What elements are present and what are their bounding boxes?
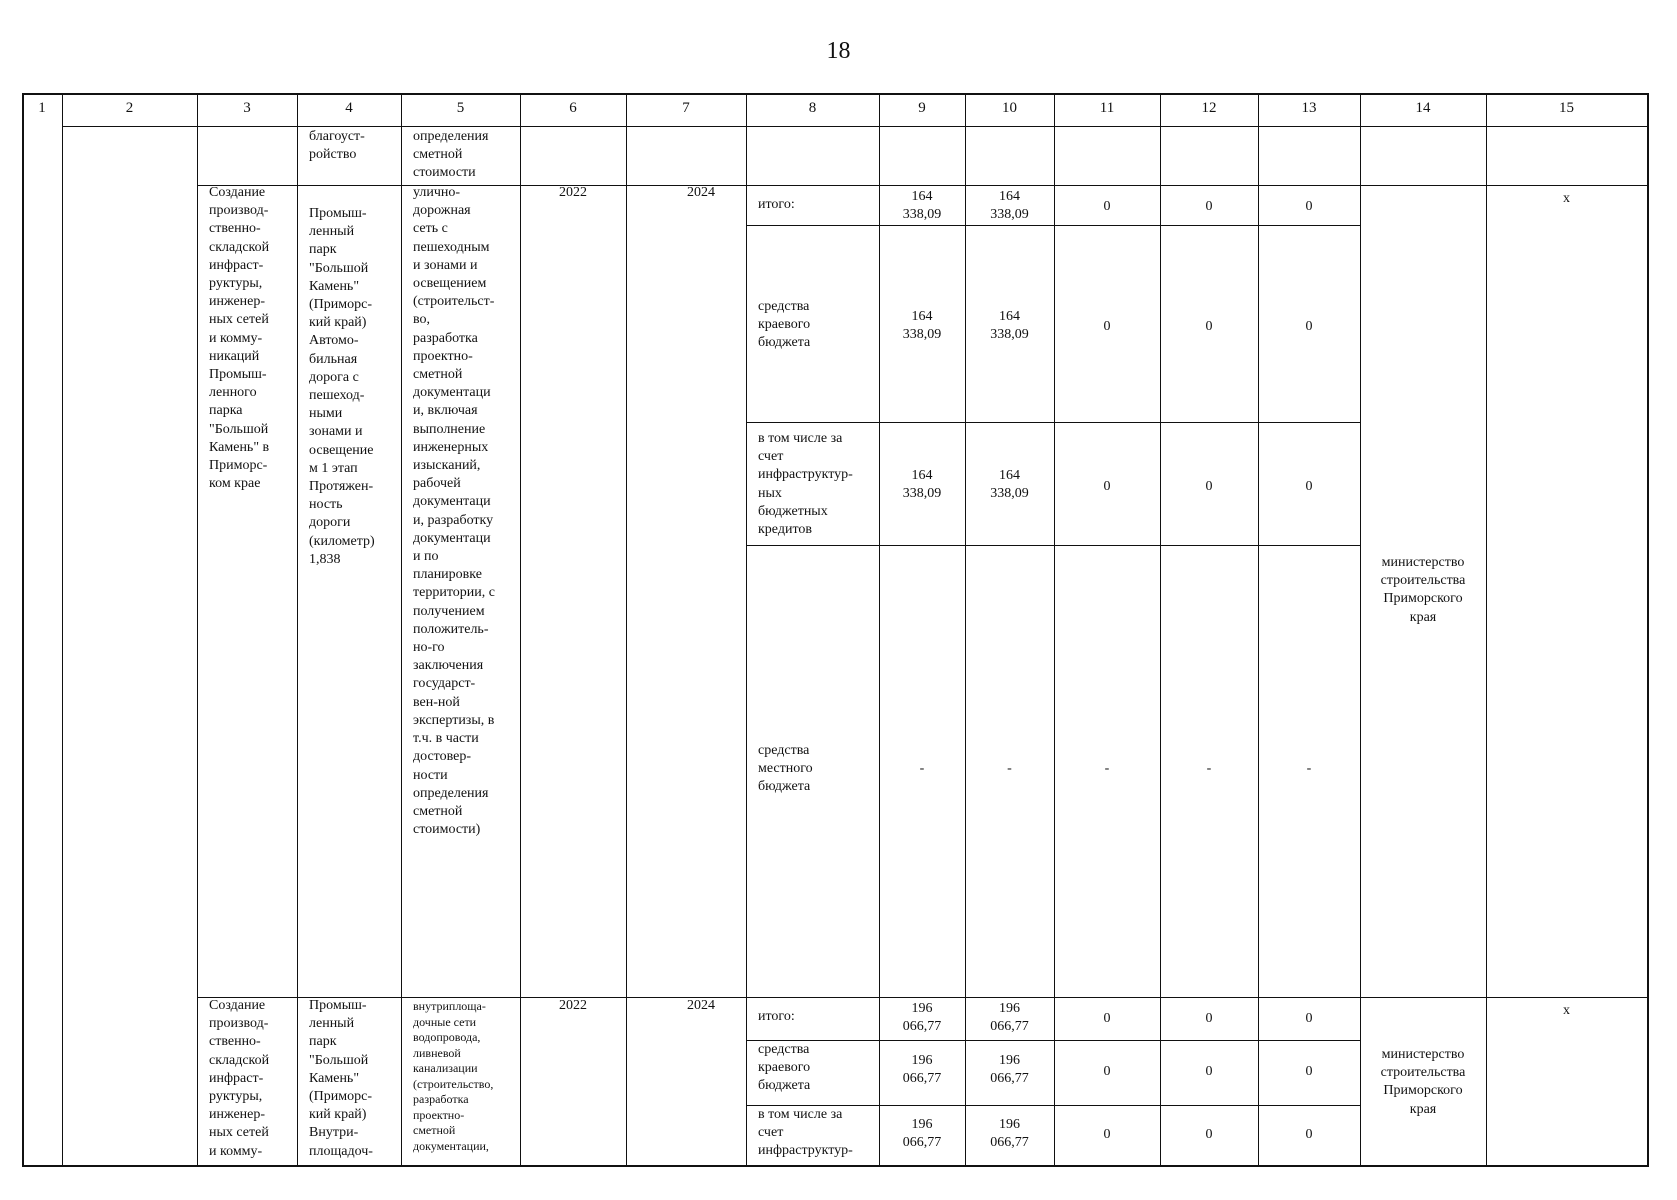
col-header-1: 1 (38, 100, 46, 116)
block2-row0-v11: 0 (1103, 1011, 1111, 1026)
page-number: 18 (826, 38, 851, 64)
block2-row0-label: итого: (758, 1009, 795, 1024)
block1-row3-v10: - (1007, 761, 1012, 776)
block2-row1-v12: 0 (1205, 1064, 1213, 1079)
block1-row0-label: итого: (758, 197, 795, 212)
block2-col14: министерство строительства Приморского края (1380, 1047, 1466, 1117)
block1-row1-v13: 0 (1305, 319, 1313, 334)
block2-row2-v13: 0 (1305, 1127, 1313, 1142)
block2-row1-v9: 196 066,77 (902, 1053, 942, 1087)
block1-row0-v11: 0 (1103, 199, 1111, 214)
block2-row2-v12: 0 (1205, 1127, 1213, 1142)
block2-col6: 2022 (559, 998, 587, 1013)
block1-row1-v9: 164 338,09 (902, 309, 942, 343)
block1-row0-v10: 164 338,09 (990, 189, 1029, 223)
block1-col15: х (1563, 191, 1570, 206)
col-header-13: 13 (1301, 100, 1317, 116)
block2-col15: х (1563, 1003, 1570, 1018)
block2-row1-v10: 196 066,77 (990, 1053, 1029, 1087)
block1-row2-v11: 0 (1103, 479, 1111, 494)
block1-col6: 2022 (559, 185, 587, 200)
row0-col5: определения сметной стоимости (413, 129, 489, 181)
block1-row3-v12: - (1206, 761, 1212, 776)
col-header-9: 9 (918, 100, 926, 116)
block2-row0-v12: 0 (1205, 1011, 1213, 1026)
col-header-3: 3 (243, 100, 251, 116)
col-header-11: 11 (1099, 100, 1115, 116)
col-header-8: 8 (808, 100, 817, 116)
block2-row0-v10: 196 066,77 (990, 1001, 1029, 1035)
col-header-14: 14 (1415, 100, 1431, 116)
block2-row0-v13: 0 (1305, 1011, 1313, 1026)
block1-row3-v11: - (1104, 761, 1110, 776)
col-header-6: 6 (569, 100, 577, 116)
col-header-12: 12 (1201, 100, 1217, 116)
block1-col14: министерство строительства Приморского края (1380, 555, 1466, 625)
block2-row1-label: средства краевого бюджета (758, 1042, 811, 1094)
block1-row0-v12: 0 (1205, 199, 1213, 214)
block1-row3-v13: - (1306, 761, 1312, 776)
col-header-2: 2 (125, 100, 134, 116)
block1-row0-v13: 0 (1305, 199, 1313, 214)
block2-col4: Промыш- ленный парк "Большой Камень" (Приморс- кий край) Внутри- площадоч- (309, 998, 373, 1159)
block2-row2-v11: 0 (1103, 1127, 1111, 1142)
block1-row2-v13: 0 (1305, 479, 1313, 494)
block1-row1-v12: 0 (1205, 319, 1213, 334)
block1-col4: Промыш- ленный парк "Большой Камень" (Приморс- кий край) Автомо- бильная дорога с пешеход- ными зонами и освещение м 1 этап Протяжен- ность дороги (километр) 1,838 (309, 206, 375, 567)
block1-row3-v9: - (919, 761, 925, 776)
col-header-15: 15 (1559, 100, 1574, 116)
col-header-10: 10 (1002, 100, 1017, 116)
block1-row3-label: средства местного бюджета (758, 743, 813, 795)
block1-row2-v10: 164 338,09 (990, 468, 1029, 502)
block1-row2-v9: 164 338,09 (902, 468, 942, 502)
block1-row2-v12: 0 (1205, 479, 1213, 494)
block1-row1-v11: 0 (1103, 319, 1111, 334)
col-header-4: 4 (345, 100, 353, 116)
block1-row1-v10: 164 338,09 (990, 309, 1029, 343)
block1-col7: 2024 (687, 185, 715, 200)
block1-row0-v9: 164 338,09 (902, 189, 942, 223)
block2-col5: внутриплоща- дочные сети водопровода, ливневой канализации (строительство, разработка проектно- сметной документации, (413, 999, 494, 1153)
col-header-5: 5 (456, 100, 465, 116)
col-header-7: 7 (682, 100, 690, 116)
block2-col3: Создание производ- ственно- складской инфраст- руктуры, инженер- ных сетей и комму- (209, 998, 270, 1159)
block2-row2-label: в том числе за счет инфраструктур- (758, 1107, 853, 1159)
block2-row1-v13: 0 (1305, 1064, 1313, 1079)
row0-col4: благоуст- ройство (309, 129, 365, 163)
block1-row2-label: в том числе за счет инфраструктур- ных бюджетных кредитов (758, 431, 853, 538)
block1-col5: улично- дорожная сеть с пешеходным и зонами и освещением (строительст- во, разработка проектно- сметной документаци и, включая выполнение инженерных изысканий, рабочей документаци и, разработку документаци и по планировке территории, с получением положитель- но-го заключения государст- вен-ной экспертизы, в т.ч. в части достовер- ности определения сметной стоимости) (413, 185, 495, 838)
block2-row0-v9: 196 066,77 (902, 1001, 942, 1035)
block1-col3: Создание производ- ственно- складской инфраст- руктуры, инженер- ных сетей и комму- никаций Промыш- ленного парка "Большой Камень" в Приморс- ком крае (209, 185, 270, 492)
block2-col7: 2024 (687, 998, 715, 1013)
block1-row1-label: средства краевого бюджета (758, 299, 811, 351)
block2-row2-v10: 196 066,77 (990, 1117, 1029, 1151)
block2-row1-v11: 0 (1103, 1064, 1111, 1079)
block2-row2-v9: 196 066,77 (902, 1117, 942, 1151)
